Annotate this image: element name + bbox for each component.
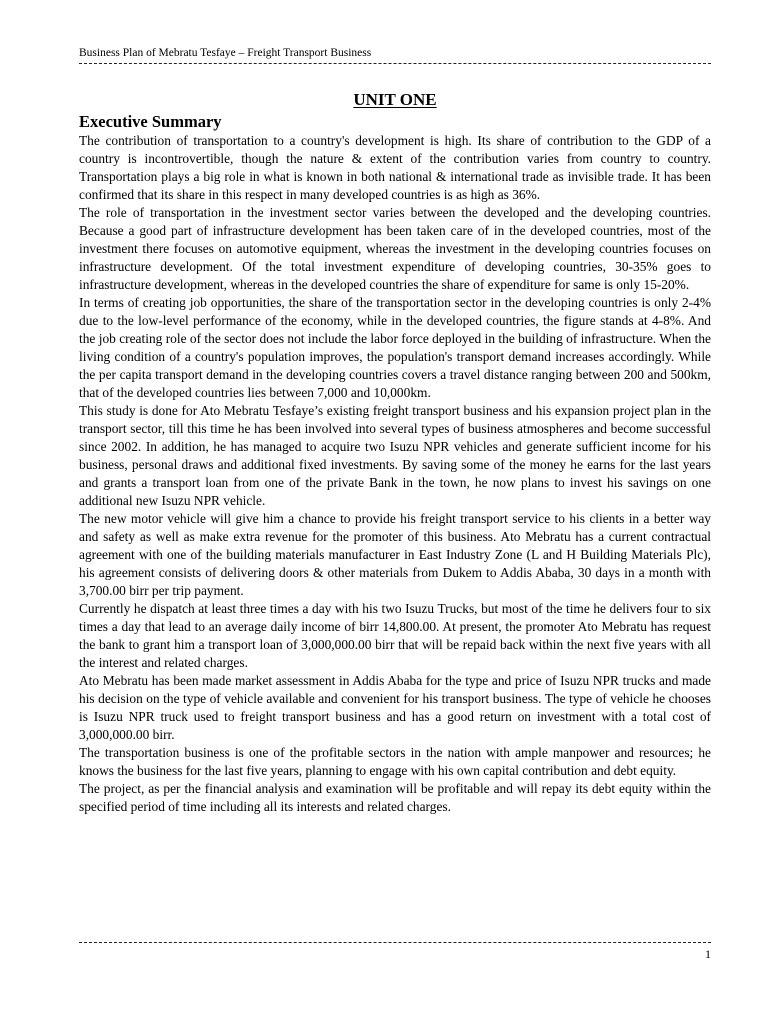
running-header: Business Plan of Mebratu Tesfaye – Freight Transport Business	[79, 47, 372, 59]
footer-divider	[79, 942, 711, 943]
paragraph-6: Currently he dispatch at least three times a day with his two Isuzu Trucks, but most of the time he delivers four to six times a day that lead to an average daily income of birr 14,800.00. At present, the promoter Ato Mebratu has request the bank to grant him a transport loan of 3,000,000.00 birr that will be repaid back within the next five years with all the interest and related charges.	[79, 601, 711, 670]
page-number: 1	[705, 947, 711, 961]
paragraph-2: The role of transportation in the investment sector varies between the developed and the developing countries. Because a good part of infrastructure development has been taken care of in the developed countries, most of the investment there focuses on automotive equipment, whereas the investment in the developing countries focuses on infrastructure development. Of the total investment expenditure of developing countries, 30-35% goes to infrastructure development, whereas in the developed countries the share of expenditure for same is only 15-20%.	[79, 205, 711, 292]
paragraph-3: In terms of creating job opportunities, the share of the transportation sector in the developing countries is only 2-4% due to the low-level performance of the economy, while in the developed countries, the figure stands at 4-8%. And the job creating role of the sector does not include the labor force deployed in the building of infrastructure. When the living condition of a country's population improves, the population's transport demand increases accordingly. While the per capita transport demand in the developing countries covers a travel distance ranging between 200 and 500km, that of the developed countries lies between 7,000 and 10,000km.	[79, 295, 711, 400]
paragraph-4: This study is done for Ato Mebratu Tesfaye’s existing freight transport business and his expansion project plan in the transport sector, till this time he has been involved into several types of business atmospheres and become successful since 2002. In addition, he has managed to acquire two Isuzu NPR vehicles and generate sufficient income for his business, personal draws and additional fixed investments. By saving some of the money he earns for the last years and grants a transport loan from one of the private Bank in the town, he now plans to invest his savings on one additional new Isuzu NPR vehicle.	[79, 403, 711, 508]
section-heading: Executive Summary	[79, 112, 222, 131]
paragraph-5: The new motor vehicle will give him a chance to provide his freight transport service to his clients in a better way and safety as well as make extra revenue for the promoter of this business. Ato Mebratu has a current contractual agreement with one of the building materials manufacturer in East Industry Zone (L and H Building Materials Plc), his agreement consists of delivering doors & other materials from Dukem to Addis Ababa, 30 days in a month with 3,700.00 birr per trip payment.	[79, 511, 711, 598]
paragraph-9: The project, as per the financial analysis and examination will be profitable and will repay its debt equity within the specified period of time including all its interests and related charges.	[79, 781, 711, 814]
header-divider	[79, 63, 711, 64]
paragraph-1: The contribution of transportation to a country's development is high. Its share of contribution to the GDP of a country is incontrovertible, though the nature & extent of the contribution varies from country to country. Transportation plays a big role in what is known in both national & international trade as invisible trade. It has been confirmed that its share in this respect in many developed countries is as high as 36%.	[79, 133, 711, 202]
body-text	[79, 132, 711, 816]
paragraph-7: Ato Mebratu has been made market assessment in Addis Ababa for the type and price of Isuzu NPR trucks and made his decision on the type of vehicle available and convenient for his transport business. The type of vehicle he chooses is Isuzu NPR truck used to freight transport business and has a good return on investment with a total cost of 3,000,000.00 birr.	[79, 673, 711, 742]
paragraph-8: The transportation business is one of the profitable sectors in the nation with ample manpower and resources; he knows the business for the last five years, planning to engage with his own capital contribution and debt equity.	[79, 745, 711, 778]
unit-title	[79, 88, 711, 112]
unit-title-text: UNIT ONE	[353, 90, 437, 109]
